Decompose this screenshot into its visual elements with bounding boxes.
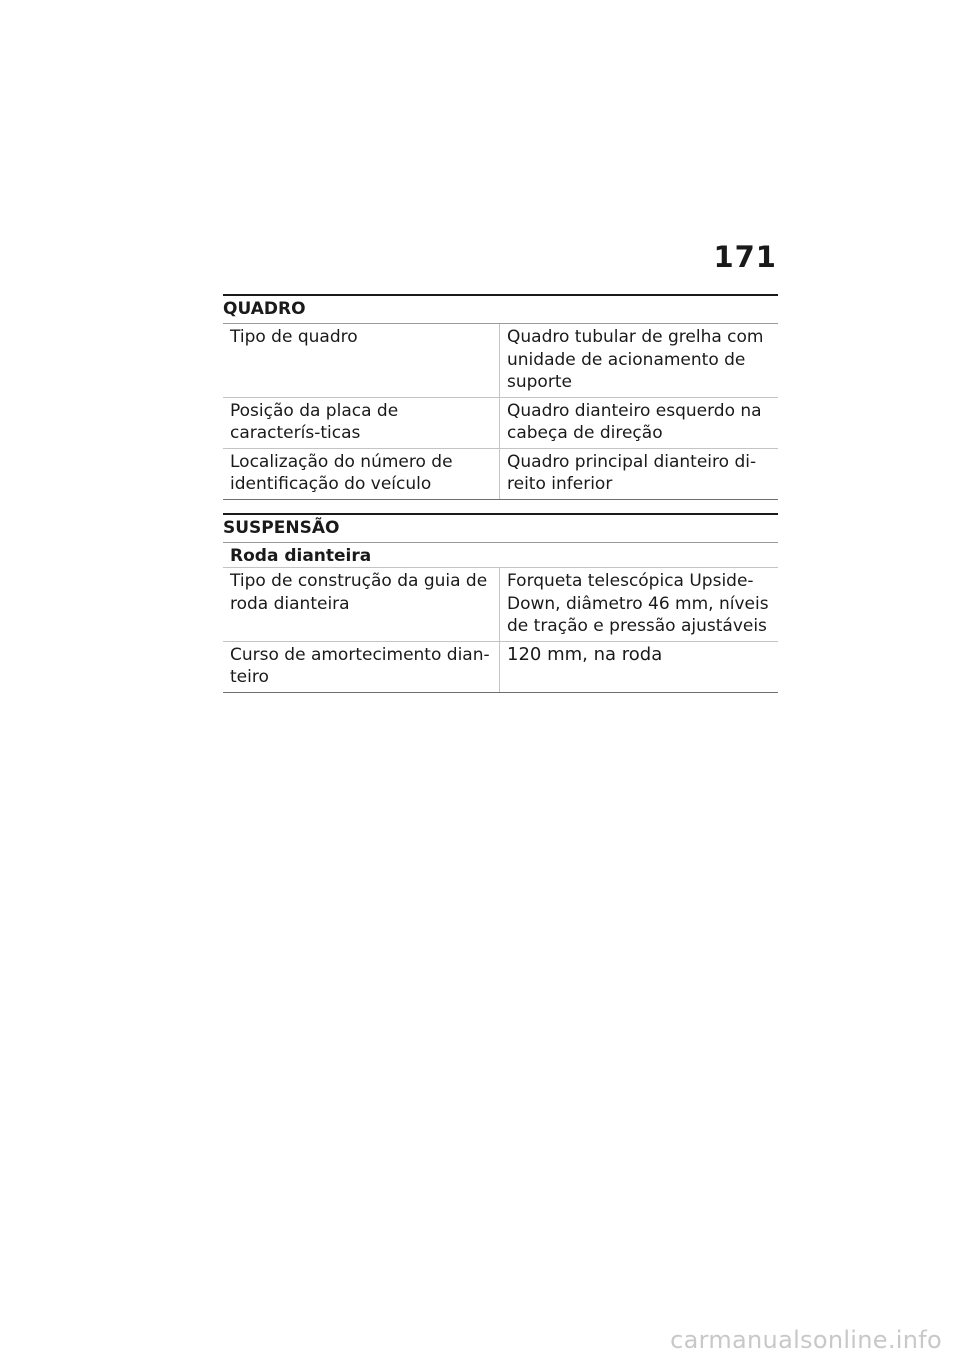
table-row [223,324,778,398]
table-row [223,642,778,693]
row-value: Quadro dianteiro esquerdo na cabeça de direção [507,400,762,443]
row-label: Tipo de construção da guia de roda dianteira [223,568,500,641]
row-value: Quadro principal dianteiro di-reito inferior [507,451,757,494]
row-value: 120 mm, na roda [507,643,663,665]
section-heading: SUSPENSÃO [223,513,778,543]
table-row [223,568,778,642]
page-number: 171 [713,240,777,274]
section-heading: QUADRO [223,294,778,324]
table-row [223,449,778,500]
watermark-text: carmanualsonline.info [670,1326,942,1354]
table-row [223,398,778,449]
row-label: Localização do número de identificação do veículo [223,449,500,499]
row-label: Tipo de quadro [223,324,500,397]
row-value: Forqueta telescópica Upside-Down, diâmetro 46 mm, níveis de tração e pressão ajustáveis [507,571,769,636]
row-label: Posição da placa de caracterís-ticas [223,398,500,448]
subsection-heading: Roda dianteira [223,543,778,568]
section-quadro [223,294,778,500]
row-label: Curso de amortecimento dian-teiro [223,642,500,692]
section-suspensao [223,513,778,693]
row-value: Quadro tubular de grelha com unidade de acionamento de suporte [507,327,764,392]
